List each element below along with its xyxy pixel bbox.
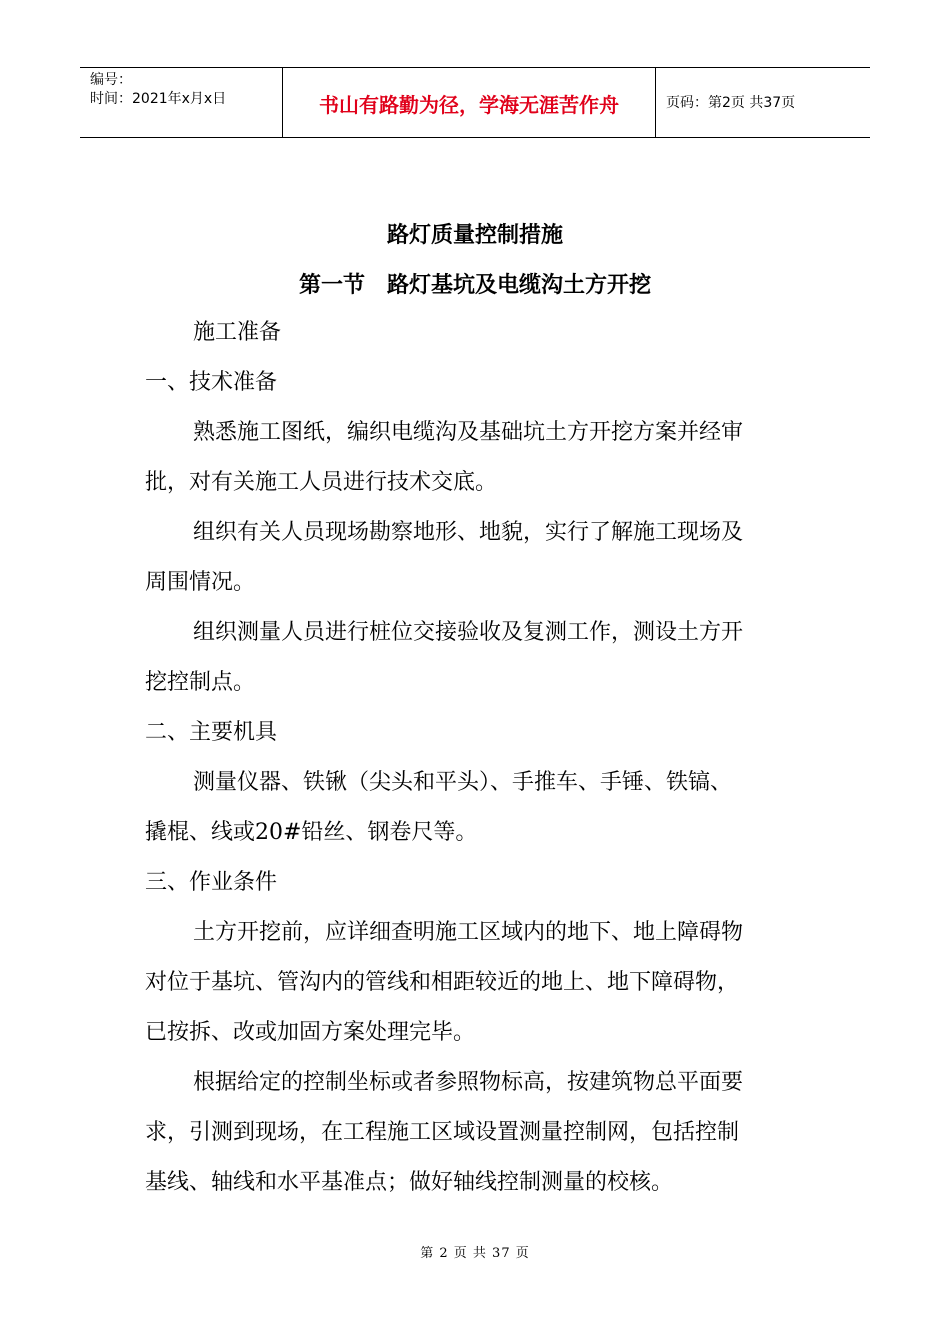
paragraph-line: 基线、轴线和水平基准点；做好轴线控制测量的校核。 (145, 1170, 674, 1195)
paragraph-line: 已按拆、改或加固方案处理完毕。 (145, 1020, 476, 1045)
document-number-label: 编号： (90, 72, 132, 88)
document-title: 路灯质量控制措施 (386, 222, 563, 248)
paragraph-line: 施工准备 (193, 320, 282, 345)
paragraph-line: 撬棍、线或20#铅丝、钢卷尺等。 (145, 820, 478, 845)
paragraph-line: 对位于基坑、管沟内的管线和相距较近的地上、地下障碍物， (145, 970, 740, 995)
paragraph-line: 组织测量人员进行桩位交接验收及复测工作，测设土方开 (193, 620, 744, 645)
paragraph-line: 测量仪器、铁锹（尖头和平头）、手推车、手锤、铁镐、 (193, 770, 733, 795)
page-footer: 第 2 页 共 37 页 (420, 1246, 530, 1261)
header-page-info: 页码：第2页 共37页 (666, 95, 796, 111)
header-middle-cell (283, 68, 656, 137)
document-header (80, 67, 870, 138)
paragraph-line: 根据给定的控制坐标或者参照物标高，按建筑物总平面要 (193, 1070, 744, 1095)
paragraph-line: 组织有关人员现场勘察地形、地貌，实行了解施工现场及 (193, 520, 744, 545)
heading-technical-preparation: 一、技术准备 (145, 370, 278, 395)
heading-main-tools: 二、主要机具 (145, 720, 278, 745)
paragraph-line: 挖控制点。 (145, 670, 256, 695)
header-motto: 书山有路勤为径，学海无涯苦作舟 (319, 93, 619, 117)
paragraph-line: 批，对有关施工人员进行技术交底。 (145, 470, 498, 495)
header-left-cell (80, 68, 283, 137)
paragraph-line: 周围情况。 (145, 570, 256, 595)
paragraph-line: 土方开挖前，应详细查明施工区域内的地下、地上障碍物 (193, 920, 744, 945)
document-time-label: 时间：2021年x月x日 (90, 91, 227, 107)
heading-work-conditions: 三、作业条件 (145, 870, 278, 895)
header-right-cell (656, 68, 870, 137)
paragraph-line: 求，引测到现场，在工程施工区域设置测量控制网，包括控制 (145, 1120, 740, 1145)
paragraph-line: 熟悉施工图纸，编织电缆沟及基础坑土方开挖方案并经审 (193, 420, 744, 445)
section-title: 第一节 路灯基坑及电缆沟土方开挖 (298, 272, 651, 298)
